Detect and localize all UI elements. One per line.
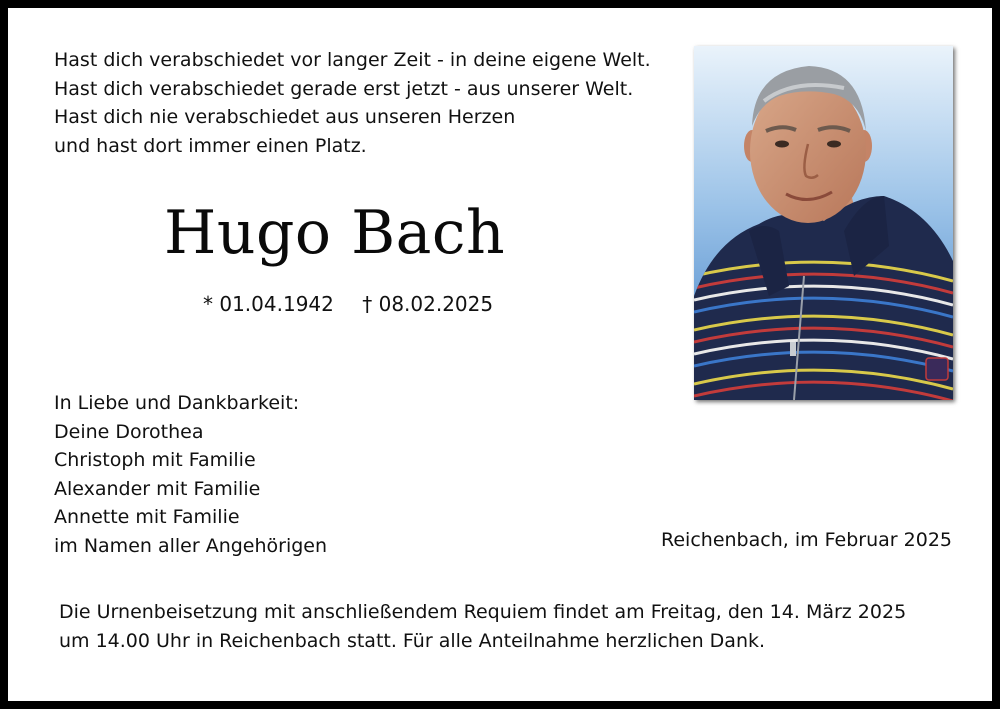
mourners-line: Annette mit Familie xyxy=(54,506,240,528)
deceased-name: Hugo Bach xyxy=(164,198,506,268)
notice-line: um 14.00 Uhr in Reichenbach statt. Für alle Anteilnahme herzlichen Dank. xyxy=(59,630,766,652)
notice-line: Die Urnenbeisetzung mit anschließendem Requiem findet am Freitag, den 14. März 2025 xyxy=(59,601,907,623)
funeral-notice xyxy=(59,598,906,656)
mourners-line: im Namen aller Angehörigen xyxy=(54,534,328,557)
mourners-line: Alexander mit Familie xyxy=(54,477,261,500)
poem-line: Hast dich verabschiedet gerade erst jetzt - aus unserer Welt. xyxy=(54,77,634,100)
poem-line: Hast dich nie verabschiedet aus unseren Herzen xyxy=(54,106,516,128)
birth-date: * 01.04.1942 xyxy=(203,292,334,316)
poem xyxy=(54,46,651,160)
mourners-line: Deine Dorothea xyxy=(54,420,204,443)
mourners-list xyxy=(54,389,327,560)
death-date: † 08.02.2025 xyxy=(362,292,494,316)
portrait-photo xyxy=(694,46,953,400)
mourners-line: In Liebe und Dankbarkeit: xyxy=(54,392,300,414)
place-and-date: Reichenbach, im Februar 2025 xyxy=(661,529,952,551)
poem-line: Hast dich verabschiedet vor langer Zeit - in deine eigene Welt. xyxy=(54,49,651,71)
life-dates xyxy=(203,290,493,318)
mourners-line: Christoph mit Familie xyxy=(54,449,256,471)
poem-line: und hast dort immer einen Platz. xyxy=(54,134,367,157)
